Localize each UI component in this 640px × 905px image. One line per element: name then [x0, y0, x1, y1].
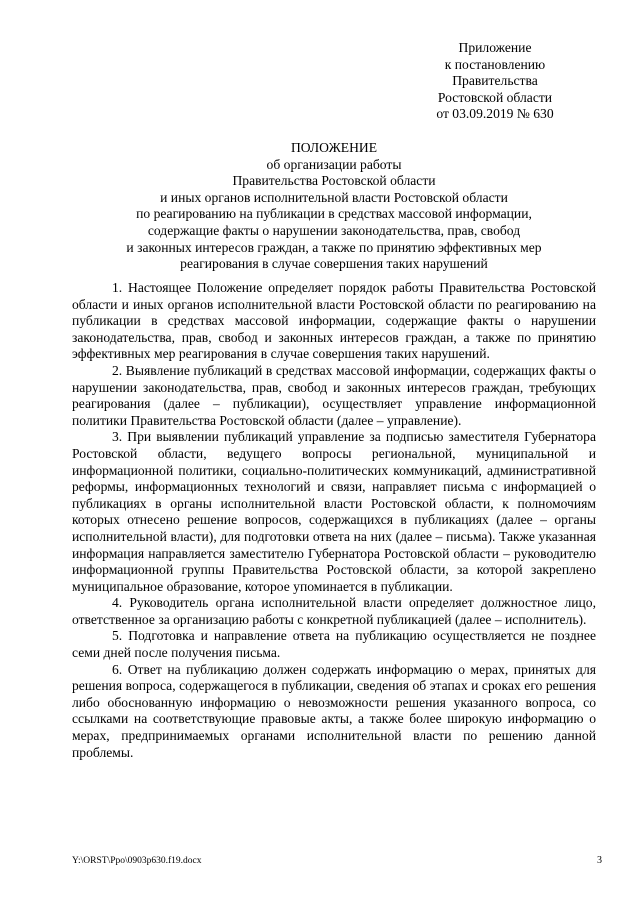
- paragraph-6: 6. Ответ на публикацию должен содержать информацию о мерах, принятых для решения вопроса, содержащегося в публикации, сведения об этапах и сроках его решения либо обоснованную информацию о невозможности решения указанного вопроса, со ссылками на соответствующие правовые акты, а также более широкую информацию о мерах, предпринимаемых органами исполнительной власти по решению данной проблемы.: [72, 661, 596, 760]
- title-line: по реагированию на публикации в средствах массовой информации,: [136, 206, 532, 222]
- footer-file-path: Y:\ORST\Ppo\0903p630.f19.docx: [72, 856, 202, 866]
- title-line: и законных интересов граждан, а также по принятию эффективных мер: [126, 239, 542, 255]
- appendix-line: Правительства: [452, 73, 538, 89]
- appendix-block: [400, 40, 590, 123]
- appendix-line: от 03.09.2019 № 630: [436, 106, 554, 122]
- paragraph-3: 3. При выявлении публикаций управление за подписью заместителя Губернатора Ростовской области, ведущего вопросы региональной, муниципальной и информационной политики, социально-политических коммуникаций, административной реформы, информационных технологий и связи, направляет письма с информацией о публикациях в органы исполнительной власти Ростовской области, к полномочиям которых отнесено решение вопросов, содержащихся в публикациях (далее – органы исполнительной власти), для подготовки ответа на них (далее – письма). Также указанная информация направляется заместителю Губернатора Ростовской области – руководителю информационной группы Правительства Ростовской области, за которой закреплено муниципальное образование, которое упоминается в публикации.: [72, 429, 596, 594]
- document-title: [72, 140, 596, 273]
- appendix-line: к постановлению: [444, 56, 546, 72]
- title-line: Правительства Ростовской области: [232, 173, 436, 189]
- title-line: содержащие факты о нарушении законодательства, прав, свобод: [147, 222, 521, 238]
- page-number: 3: [597, 855, 602, 866]
- paragraph-2: 2. Выявление публикаций в средствах массовой информации, содержащих факты о нарушении законодательства, прав, свобод и законных интересов граждан, требующих реагирования (далее – публикации), осуществляет управление информационной политики Правительства Ростовской области (далее – управление).: [72, 362, 596, 428]
- appendix-line: Ростовской области: [437, 89, 553, 105]
- title-line: об организации работы: [266, 156, 402, 172]
- paragraph-4: 4. Руководитель органа исполнительной власти определяет должностное лицо, ответственное за организацию работы с конкретной публикацией (далее – исполнитель).: [72, 595, 596, 627]
- paragraph-1: 1. Настоящее Положение определяет порядок работы Правительства Ростовской области и иных органов исполнительной власти Ростовской области по реагированию на публикации в средствах массовой информации, содержащие факты о нарушении законодательства, прав, свобод и законных интересов граждан, а также по принятию эффективных мер реагирования в случае совершения таких нарушений.: [72, 280, 596, 362]
- document-body: [72, 280, 596, 761]
- paragraph-5: 5. Подготовка и направление ответа на публикацию осуществляется не позднее семи дней после получения письма.: [72, 628, 596, 661]
- title-line: и иных органов исполнительной власти Ростовской области: [160, 189, 508, 205]
- appendix-line: Приложение: [458, 40, 532, 55]
- title-heading: ПОЛОЖЕНИЕ: [290, 140, 378, 155]
- title-line: реагирования в случае совершения таких нарушений: [180, 256, 488, 272]
